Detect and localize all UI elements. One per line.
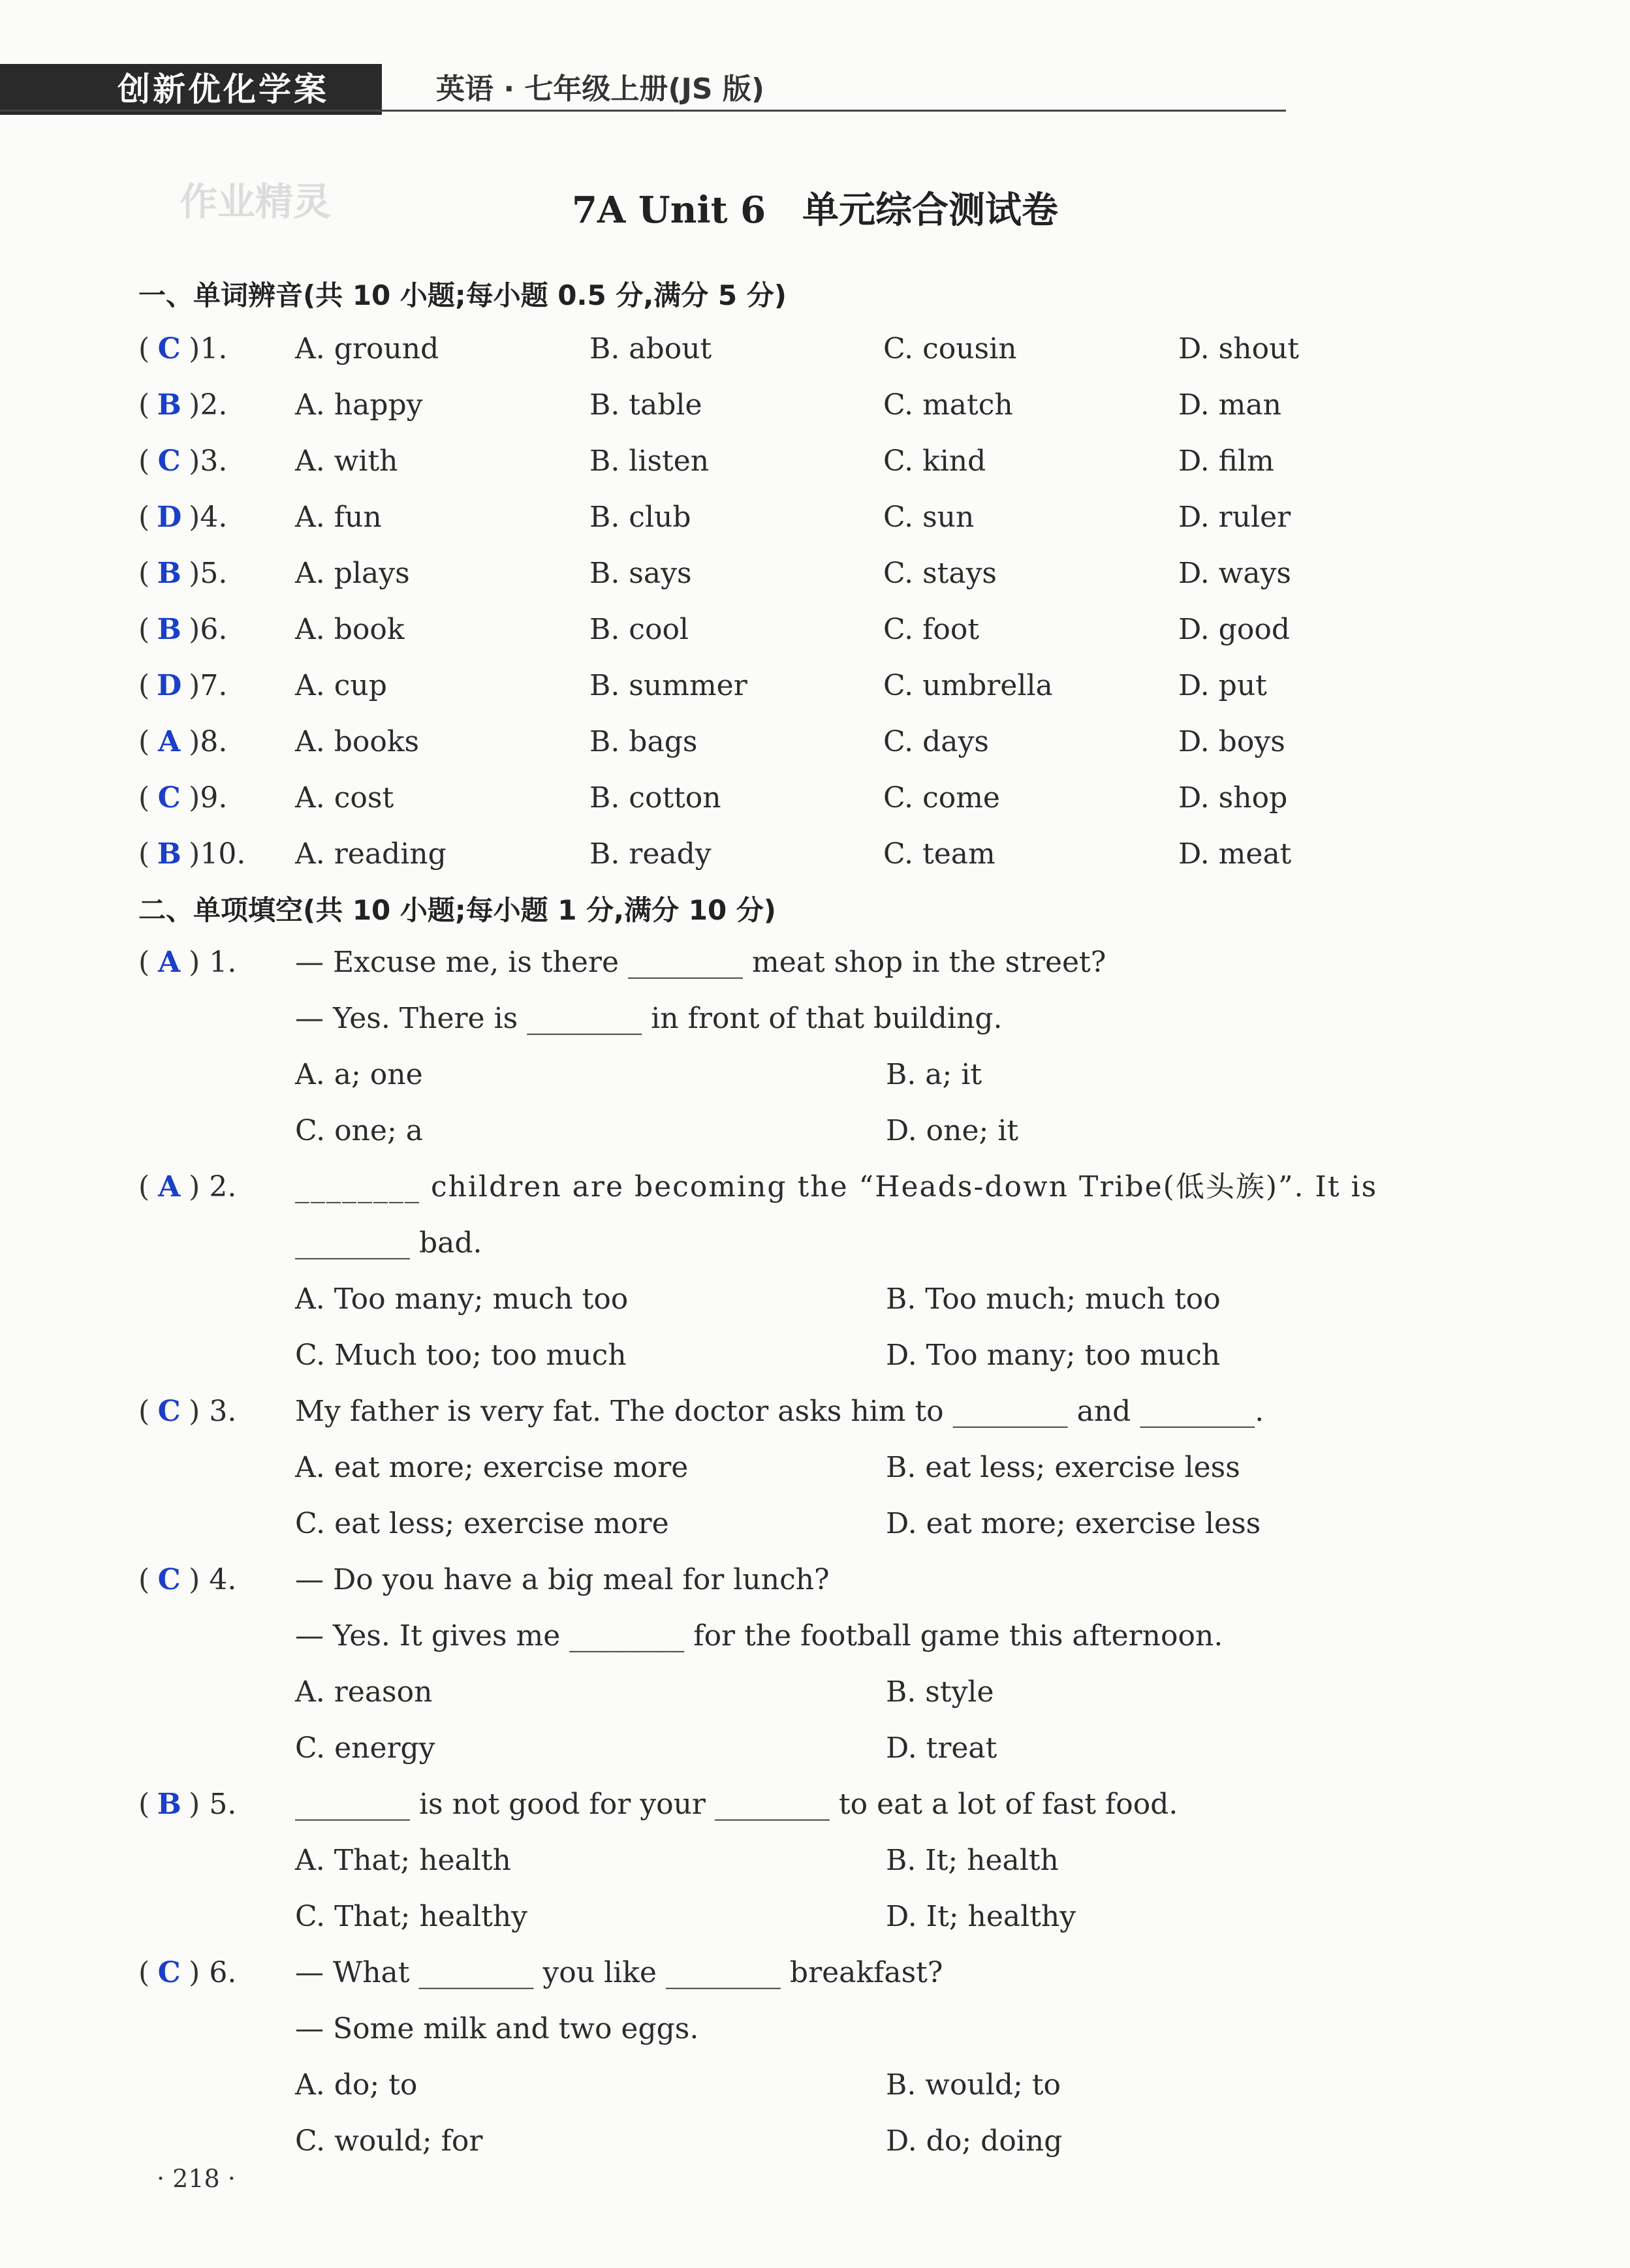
option-c: C. match <box>883 388 1013 422</box>
option-c: C. would; for <box>295 2124 483 2158</box>
option-b: B. summer <box>589 669 747 702</box>
page-title: 7A Unit 6 单元综合测试卷 <box>571 189 1059 232</box>
answer-mark: B <box>157 557 181 590</box>
section1-heading: 一、单词辨音(共 10 小题;每小题 0.5 分,满分 5 分) <box>138 279 787 311</box>
option-d: D. man <box>1178 388 1281 422</box>
question-number: 2. <box>209 1170 237 1204</box>
question-number: 1. <box>200 332 228 365</box>
brand-banner: 创新优化学案 <box>0 64 382 115</box>
option-c: C. come <box>883 781 1000 815</box>
book-title: 英语 · 七年级上册(JS 版) <box>436 72 764 106</box>
option-b: B. bags <box>589 725 698 758</box>
question-row: ( A ) 2. <box>138 1168 236 1207</box>
question-stem: — Do you have a big meal for lunch? <box>295 1563 830 1596</box>
question-row: ( B )2. <box>138 386 227 425</box>
question-number: 5. <box>209 1788 237 1821</box>
option-a: A. reading <box>295 837 447 871</box>
option-c: C. umbrella <box>883 669 1053 702</box>
option-c: C. Much too; too much <box>295 1339 627 1372</box>
question-row: ( D )7. <box>138 666 227 706</box>
option-c: C. foot <box>883 613 980 646</box>
option-d: D. eat more; exercise less <box>886 1507 1261 1540</box>
question-number: 10. <box>200 837 246 871</box>
option-d: D. shop <box>1178 781 1288 815</box>
question-number: 4. <box>209 1563 237 1596</box>
option-d: D. do; doing <box>886 2124 1063 2158</box>
watermark: 作业精灵 <box>180 179 332 224</box>
option-c: C. kind <box>883 444 986 478</box>
answer-mark: C <box>157 1563 181 1596</box>
question-stem: — Some milk and two eggs. <box>295 2012 699 2045</box>
question-row: ( C ) 6. <box>138 1953 236 1993</box>
option-a: A. fun <box>295 501 382 534</box>
option-c: C. energy <box>295 1732 435 1765</box>
question-stem: ________ bad. <box>295 1226 482 1260</box>
answer-mark: B <box>157 613 181 646</box>
question-row: ( A ) 1. <box>138 943 236 982</box>
option-c: C. cousin <box>883 332 1017 365</box>
option-b: B. says <box>589 557 692 590</box>
question-row: ( C )9. <box>138 779 227 818</box>
option-a: A. cup <box>295 669 387 702</box>
question-stem: — Yes. There is ________ in front of that building. <box>295 1002 1003 1035</box>
question-number: 9. <box>200 781 228 815</box>
option-b: B. ready <box>589 837 712 871</box>
question-row: ( C )3. <box>138 442 227 481</box>
option-b: B. club <box>589 501 691 534</box>
option-a: A. book <box>295 613 405 646</box>
option-b: B. style <box>886 1675 994 1709</box>
option-d: D. film <box>1178 444 1274 478</box>
question-row: ( C )1. <box>138 330 227 369</box>
question-number: 6. <box>209 1956 237 1989</box>
answer-mark: C <box>157 444 181 478</box>
option-d: D. ruler <box>1178 501 1291 534</box>
option-d: D. shout <box>1178 332 1300 365</box>
option-c: C. eat less; exercise more <box>295 1507 669 1540</box>
option-b: B. would; to <box>886 2068 1061 2102</box>
question-number: 1. <box>209 946 237 979</box>
option-b: B. about <box>589 332 712 365</box>
option-a: A. That; health <box>295 1844 511 1877</box>
question-number: 7. <box>200 669 228 702</box>
question-stem: My father is very fat. The doctor asks him to ________ and ________. <box>295 1395 1264 1428</box>
option-d: D. meat <box>1178 837 1292 871</box>
option-b: B. listen <box>589 444 710 478</box>
question-stem: ________ is not good for your ________ to eat a lot of fast food. <box>295 1788 1178 1821</box>
option-b: B. eat less; exercise less <box>886 1451 1240 1484</box>
option-d: D. It; healthy <box>886 1900 1076 1933</box>
answer-mark: A <box>158 946 181 979</box>
question-row: ( B ) 5. <box>138 1785 236 1824</box>
option-a: A. plays <box>295 557 410 590</box>
answer-mark: A <box>158 1170 181 1204</box>
option-d: D. good <box>1178 613 1290 646</box>
option-a: A. ground <box>295 332 439 365</box>
question-number: 6. <box>200 613 228 646</box>
option-b: B. It; health <box>886 1844 1059 1877</box>
option-b: B. Too much; much too <box>886 1282 1221 1316</box>
option-d: D. ways <box>1178 557 1292 590</box>
section2-heading: 二、单项填空(共 10 小题;每小题 1 分,满分 10 分) <box>138 894 776 926</box>
option-b: B. a; it <box>886 1058 982 1091</box>
question-row: ( B )5. <box>138 554 227 593</box>
option-a: A. books <box>295 725 420 758</box>
option-d: D. put <box>1178 669 1267 702</box>
page-number: · 218 · <box>157 2164 236 2193</box>
option-a: A. do; to <box>295 2068 418 2102</box>
answer-mark: B <box>157 1788 181 1821</box>
option-d: D. Too many; too much <box>886 1339 1221 1372</box>
answer-mark: D <box>157 669 182 702</box>
header-rule <box>0 110 1286 112</box>
option-a: A. reason <box>295 1675 433 1709</box>
option-a: A. cost <box>295 781 394 815</box>
question-number: 3. <box>209 1395 237 1428</box>
option-a: A. Too many; much too <box>295 1282 629 1316</box>
answer-mark: B <box>157 837 181 871</box>
question-stem: ________ children are becoming the “Heads-down Tribe(低头族)”. It is <box>295 1170 1378 1204</box>
question-stem: — Excuse me, is there ________ meat shop in the street? <box>295 946 1106 979</box>
option-a: A. with <box>295 444 398 478</box>
answer-mark: C <box>157 1395 181 1428</box>
option-d: D. one; it <box>886 1114 1019 1147</box>
answer-mark: A <box>158 725 181 758</box>
answer-mark: C <box>157 1956 181 1989</box>
option-c: C. one; a <box>295 1114 423 1147</box>
question-number: 2. <box>200 388 228 422</box>
question-row: ( A )8. <box>138 722 227 762</box>
option-b: B. table <box>589 388 702 422</box>
question-number: 3. <box>200 444 228 478</box>
option-c: C. days <box>883 725 989 758</box>
option-c: C. stays <box>883 557 997 590</box>
option-c: C. team <box>883 837 995 871</box>
question-row: ( C ) 3. <box>138 1392 236 1431</box>
option-c: C. That; healthy <box>295 1900 528 1933</box>
question-stem: — What ________ you like ________ breakfast? <box>295 1956 943 1989</box>
answer-mark: C <box>157 781 181 815</box>
question-number: 8. <box>200 725 228 758</box>
question-row: ( B )6. <box>138 610 227 649</box>
answer-mark: D <box>157 501 182 534</box>
option-d: D. boys <box>1178 725 1285 758</box>
question-row: ( B )10. <box>138 835 245 874</box>
question-number: 4. <box>200 501 228 534</box>
question-stem: — Yes. It gives me ________ for the football game this afternoon. <box>295 1619 1223 1653</box>
question-number: 5. <box>200 557 228 590</box>
option-a: A. happy <box>295 388 423 422</box>
answer-mark: B <box>157 388 181 422</box>
option-b: B. cool <box>589 613 689 646</box>
option-b: B. cotton <box>589 781 721 815</box>
option-a: A. eat more; exercise more <box>295 1451 689 1484</box>
answer-mark: C <box>157 332 181 365</box>
question-row: ( C ) 4. <box>138 1561 236 1600</box>
option-c: C. sun <box>883 501 975 534</box>
question-row: ( D )4. <box>138 498 227 537</box>
option-a: A. a; one <box>295 1058 423 1091</box>
option-d: D. treat <box>886 1732 997 1765</box>
